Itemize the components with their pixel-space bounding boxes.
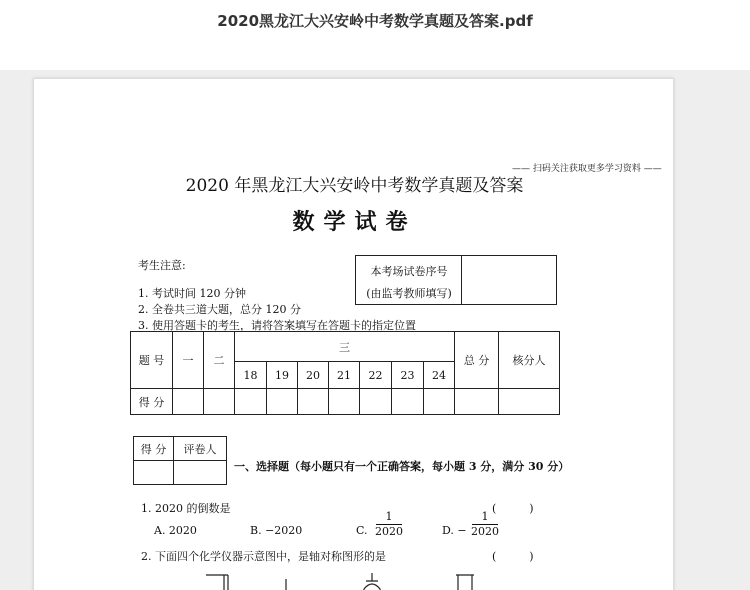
grader-label: 评卷人	[173, 436, 227, 461]
file-header	[0, 0, 750, 70]
grader-score-cell	[133, 460, 174, 485]
score-cell	[391, 388, 424, 415]
pdf-viewer[interactable]	[0, 70, 750, 590]
option-b: B. −2020	[250, 524, 303, 537]
document-subtitle: 数学试卷	[292, 209, 417, 235]
notice-heading: 考生注意:	[138, 259, 186, 272]
score-table-group: 三	[234, 331, 455, 362]
notice-item: 1. 考试时间 120 分钟	[138, 287, 246, 300]
exam-number-label: 本考场试卷序号	[370, 265, 448, 278]
score-cell	[498, 388, 560, 415]
score-cell	[203, 388, 235, 415]
grader-score-label: 得 分	[133, 436, 174, 461]
answer-bracket: ( )	[492, 550, 534, 563]
exam-number-box	[355, 255, 557, 305]
lab-apparatus-figures	[194, 569, 554, 590]
option-d-prefix: D. −	[442, 524, 467, 537]
score-cell	[297, 388, 329, 415]
option-c-fraction	[375, 510, 403, 539]
score-table-reviewer: 核分人	[498, 331, 560, 389]
question-stem: 2. 下面四个化学仪器示意图中，是轴对称图形的是	[141, 550, 386, 563]
notice-item: 2. 全卷共三道大题，总分 120 分	[138, 303, 301, 316]
qr-note: —— 扫码关注获取更多学习资料 ——	[512, 164, 662, 174]
score-cell	[172, 388, 204, 415]
file-title: 2020黑龙江大兴安岭中考数学真题及答案.pdf	[217, 12, 533, 30]
score-table-subcol: 19	[266, 361, 298, 389]
score-table-total: 总 分	[454, 331, 499, 389]
score-table-col: 二	[203, 331, 235, 389]
exam-number-note: (由监考教师填写)	[366, 287, 452, 300]
score-cell	[359, 388, 392, 415]
score-cell	[454, 388, 499, 415]
score-cell	[423, 388, 455, 415]
score-table-subcol: 22	[359, 361, 392, 389]
score-table-subcol: 20	[297, 361, 329, 389]
option-a: A. 2020	[154, 524, 197, 537]
question-stem: 1. 2020 的倒数是	[141, 502, 231, 515]
score-table-row-header: 题 号	[130, 331, 173, 389]
score-table-subcol: 23	[391, 361, 424, 389]
score-table-subcol: 18	[234, 361, 267, 389]
score-cell	[234, 388, 267, 415]
option-c-prefix: C.	[356, 524, 368, 537]
option-d-fraction	[471, 510, 499, 539]
fraction-numerator: 1	[481, 510, 489, 523]
answer-bracket: ( )	[492, 502, 534, 515]
section-title: 一、选择题（每小题只有一个正确答案，每小题 3 分，满分 30 分）	[234, 460, 570, 473]
apparatus-figure-c	[362, 573, 382, 590]
score-cell	[328, 388, 360, 415]
document-title: 2020 年黑龙江大兴安岭中考数学真题及答案	[185, 176, 524, 196]
score-cell	[266, 388, 298, 415]
grader-cell	[173, 460, 227, 485]
apparatus-figure-a	[206, 575, 228, 590]
score-table-subcol: 21	[328, 361, 360, 389]
apparatus-figure-d	[456, 575, 474, 590]
pdf-page	[33, 78, 674, 590]
fraction-denominator: 2020	[471, 525, 499, 538]
score-table-col: 一	[172, 331, 204, 389]
score-table-score-label: 得 分	[130, 388, 173, 415]
fraction-denominator: 2020	[375, 525, 403, 538]
score-table-subcol: 24	[423, 361, 455, 389]
fraction-numerator: 1	[385, 510, 393, 523]
notice-item: 3. 使用答题卡的考生，请将答案填写在答题卡的指定位置	[138, 319, 416, 332]
